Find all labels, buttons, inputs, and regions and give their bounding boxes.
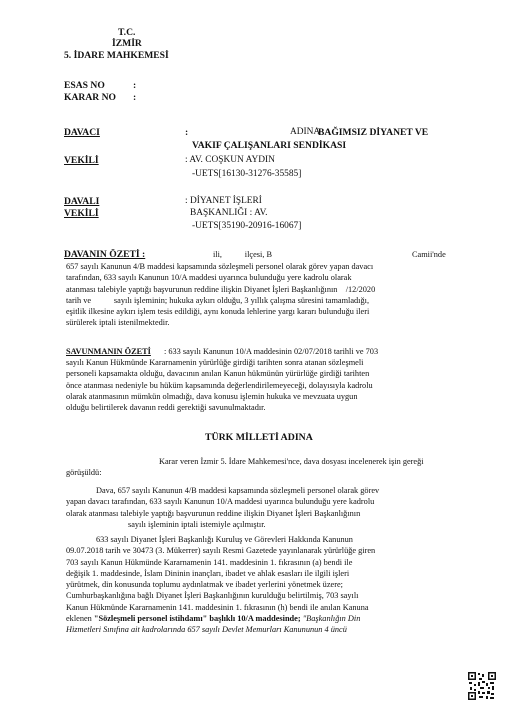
vekili1-value: : AV. COŞKUN AYDIN: [185, 155, 275, 165]
header-court: 5. İDARE MAHKEMESİ: [64, 50, 169, 61]
davaci-pre: ADINA: [290, 127, 321, 137]
body-line: sayılı işleminin iptali istemiyle açılmıştır.: [128, 519, 266, 529]
body-line: 703 sayılı Kanun Hükmünde Kararnamenin 141. maddesinin 1. fıkrasının (a) bendi ile: [66, 557, 353, 567]
body-line: görüşüldü:: [66, 468, 102, 478]
vekili1-label: VEKİLİ: [64, 155, 99, 166]
body-line: yapan davacı tarafından, 633 sayılı Kanunun 10/A maddesi uyarınca bulunduğu yere kadrolu: [66, 497, 375, 507]
esas-colon: :: [133, 80, 137, 91]
karar-label: KARAR NO: [64, 92, 116, 103]
savunma-line: personeli kapsamakta olduğu, davacının anılan Kanun hükmünün yürürlüğe girdiği tarihten: [66, 369, 370, 379]
ozet-text: [66, 261, 454, 329]
body-line: Dava, 657 sayılı Kanunun 4/B maddesi kapsamında sözleşmeli personel olarak görev: [96, 486, 380, 495]
section-title: TÜRK MİLLETİ ADINA: [205, 432, 313, 443]
body-inline-bold: "Sözleşmeli personel istihdamı" başlıklı 10/A maddesinde;: [93, 614, 301, 624]
vekili2-uets: -UETS[35190-20916-16067]: [192, 221, 302, 231]
body-line: Cumhurbaşkanlığına bağlı Diyanet İşleri Başkanlığının kurulduğu belirtilmiş, 703 sayılı: [66, 591, 359, 601]
body-inline-pre: eklenen: [66, 614, 94, 624]
esas-label: ESAS NO: [64, 80, 105, 91]
body-line: olarak atanması talebiyle yaptığı başvurunun reddine ilişkin Diyanet İşleri Başkanlığının: [66, 508, 361, 518]
davaci-name-line2: VAKIF ÇALIŞANLARI SENDİKASI: [192, 140, 347, 151]
savunma-line: olduğu belirtilerek davanın reddi gerektiği savunulmaktadır.: [66, 403, 266, 413]
davaci-label: DAVACI: [64, 127, 100, 138]
davali-label: DAVALI: [64, 196, 100, 207]
vekili2-label: VEKİLİ: [64, 208, 99, 219]
savunma-label: SAVUNMANIN ÖZETİ: [66, 347, 151, 356]
body-line: Kanun Hükmünde Kararnamenin 141. maddesinin 1. fıkrasının (h) bendi ile anılan Kanuna: [66, 602, 369, 612]
ozet-line: atanması talebiyle yaptığı başvurunun reddine ilişkin Diyanet İşleri Başkanlığının /12/2020: [66, 284, 376, 294]
body-line: 09.07.2018 tarih ve 30473 (3. Mükerrer) sayılı Resmi Gazetede yayınlanarak yürürlüğe giren: [66, 546, 376, 556]
body-p3: [66, 534, 454, 636]
body-line-italic: Hizmetleri Sınıfına ait kadrolarında 657 sayılı Devlet Memurları Kanununun 4 üncü: [66, 625, 347, 635]
vekili2-value: BAŞKANLIĞI : AV.: [190, 208, 268, 218]
ozet-line: tarafından, 633 sayılı Kanunun 10/A maddesi uyarınca bulunduğu yere kadrolu olarak: [66, 273, 352, 283]
qr-code-image: [468, 672, 496, 700]
header-tc: T.C.: [118, 27, 136, 38]
body-p1: [66, 456, 454, 479]
ozet-first-mid: ili, ilçesi, B: [213, 250, 272, 259]
davali-value: : DİYANET İŞLERİ: [185, 196, 262, 206]
ozet-first-end: Camii'nde: [412, 250, 446, 259]
body-line: 633 sayılı Diyanet İşleri Başkanlığı Kuruluş ve Görevleri Hakkında Kanunun: [96, 535, 353, 544]
ozet-line: tarih ve sayılı işleminin; hukuka aykırı olduğu, 3 yıllık çalışma süresini tamamladığı,: [66, 295, 370, 305]
davaci-colon: :: [185, 127, 189, 138]
body-line: Karar veren İzmir 5. İdare Mahkemesi'nce, dava dosyası incelenerek işin gereği: [159, 457, 424, 466]
savunma-text: [66, 357, 454, 413]
ozet-line: sürülerek iptali istenilmektedir.: [66, 318, 170, 328]
karar-colon: :: [133, 92, 137, 103]
ozet-line: eşitlik ilkesine aykırı işlem tesis edildiği, aynı konuda lehlerine yargı kararı bulunduğu ileri: [66, 307, 370, 317]
savunma-line: sayılı Kanun Hükmünde Kararnamenin yürürlüğe girdiği tarihten sonra atanan sözleşmeli: [66, 358, 364, 367]
header-city: İZMİR: [112, 38, 142, 49]
davaci-name-line1: BAĞIMSIZ DİYANET VE: [318, 127, 429, 138]
savunma-line: olarak atanmasının mümkün olmadığı, dava konusu işlemin hukuka ve mevzuata uygun: [66, 391, 358, 401]
savunma-line: önce atanması nedeniyle bu hüküm kapsamında değerlendirilemeyeceği, dolayısıyla kadrolu: [66, 380, 373, 390]
body-line: [66, 613, 454, 624]
ozet-label: DAVANIN ÖZETİ :: [64, 249, 146, 260]
vekili1-uets: -UETS[16130-31276-35585]: [192, 169, 302, 179]
body-inline-italic: "Başkanlığın Din: [300, 614, 361, 624]
savunma-first-rest: : 633 sayılı Kanunun 10/A maddesinin 02/07/2018 tarihli ve 703: [164, 347, 379, 356]
body-line: yürütmek, din konusunda toplumu aydınlatmak ve ibadet yerlerini yönetmek üzere;: [66, 580, 343, 590]
ozet-line: 657 sayılı Kanunun 4/B maddesi kapsamında sözleşmeli personel olarak görev yapan davacı: [66, 262, 374, 271]
body-line: değişik 1. maddesinde, İslam Dininin inançları, ibadet ve ahlak esasları ile ilgili işleri: [66, 568, 350, 578]
body-p2: [66, 485, 454, 530]
